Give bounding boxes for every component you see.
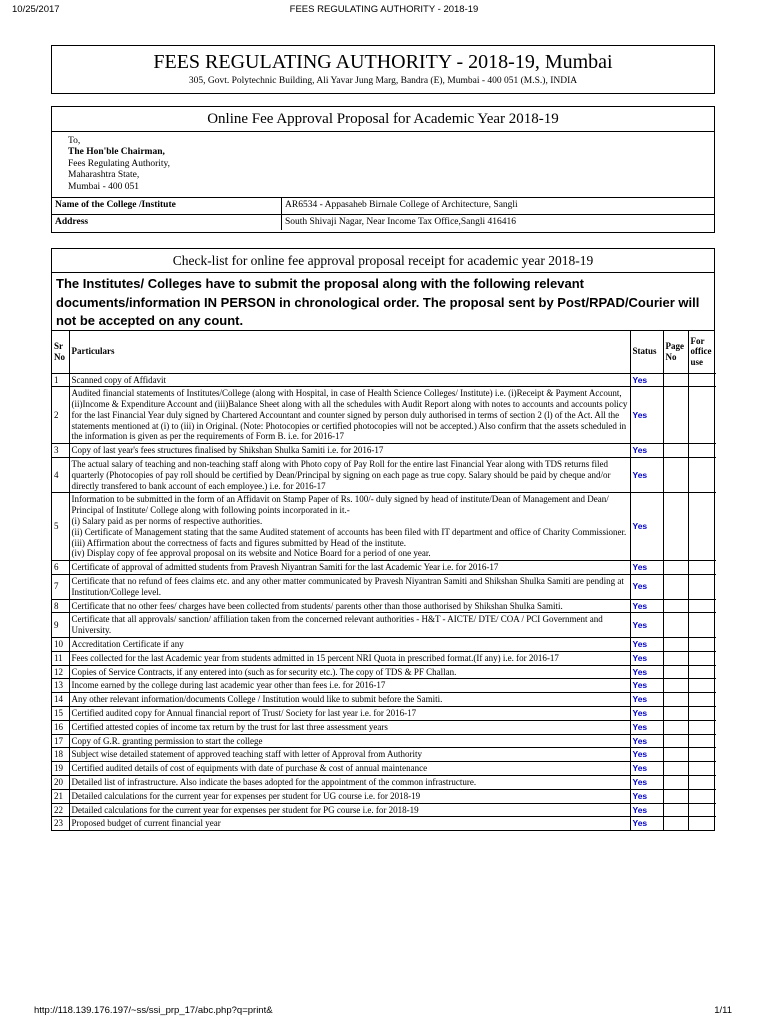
sr-no-cell: 5 bbox=[52, 493, 69, 561]
print-title: FEES REGULATING AUTHORITY - 2018-19 bbox=[289, 4, 479, 15]
sr-no-cell: 3 bbox=[52, 444, 69, 458]
particulars-cell: Certificate that no refund of fees claims etc. and any other matter communicated by Pravesh Niyantran Samiti and Shikshan Shulka Samiti are pending at Institution/College level. bbox=[69, 575, 630, 600]
office-use-cell bbox=[688, 679, 716, 693]
status-cell: Yes bbox=[630, 444, 663, 458]
particulars-cell: Detailed calculations for the current year for expenses per student for PG course i.e. for 2018-19 bbox=[69, 803, 630, 817]
office-use-cell bbox=[688, 373, 716, 387]
table-row bbox=[52, 493, 716, 561]
proposal-box bbox=[51, 106, 715, 233]
page-no-cell bbox=[663, 803, 688, 817]
office-use-cell bbox=[688, 638, 716, 652]
office-use-cell bbox=[688, 817, 716, 830]
sr-no-header: Sr No bbox=[52, 331, 69, 373]
office-use-cell bbox=[688, 720, 716, 734]
particulars-cell: Copies of Service Contracts, if any entered into (such as for security etc.). The copy of TDS & PF Challan. bbox=[69, 665, 630, 679]
status-cell: Yes bbox=[630, 613, 663, 638]
checklist-title: Check-list for online fee approval proposal receipt for academic year 2018-19 bbox=[52, 249, 714, 273]
office-use-cell bbox=[688, 789, 716, 803]
table-row bbox=[52, 613, 716, 638]
sr-no-cell: 17 bbox=[52, 734, 69, 748]
sr-no-cell: 12 bbox=[52, 665, 69, 679]
page-no-cell bbox=[663, 575, 688, 600]
checklist-box bbox=[51, 248, 715, 831]
status-cell: Yes bbox=[630, 387, 663, 444]
college-name-label: Name of the College /Institute bbox=[52, 198, 282, 214]
office-use-cell bbox=[688, 748, 716, 762]
office-use-cell bbox=[688, 803, 716, 817]
table-row bbox=[52, 679, 716, 693]
college-name-row bbox=[52, 198, 714, 214]
page-no-cell bbox=[663, 638, 688, 652]
status-cell: Yes bbox=[630, 651, 663, 665]
sr-no-cell: 10 bbox=[52, 638, 69, 652]
sr-no-cell: 11 bbox=[52, 651, 69, 665]
particulars-cell: Copy of G.R. granting permission to start the college bbox=[69, 734, 630, 748]
sr-no-cell: 8 bbox=[52, 599, 69, 613]
table-row bbox=[52, 599, 716, 613]
status-cell: Yes bbox=[630, 748, 663, 762]
sr-no-cell: 18 bbox=[52, 748, 69, 762]
print-date: 10/25/2017 bbox=[12, 4, 60, 15]
particulars-cell: Fees collected for the last Academic year from students admitted in 15 percent NRI Quota in prescribed format.(If any) i.e. for 2016-17 bbox=[69, 651, 630, 665]
status-cell: Yes bbox=[630, 789, 663, 803]
status-cell: Yes bbox=[630, 458, 663, 493]
page-no-cell bbox=[663, 444, 688, 458]
particulars-cell: Scanned copy of Affidavit bbox=[69, 373, 630, 387]
sr-no-cell: 13 bbox=[52, 679, 69, 693]
office-use-header: For office use bbox=[688, 331, 716, 373]
particulars-cell: Information to be submitted in the form of an Affidavit on Stamp Paper of Rs. 100/- duly signed by head of institute/Dean of Management and Dean/ Principal of Institute/ College along with following points incorporated in it.- (i) Salary paid as per norms of respective authorities. (ii) Certificate of Management stating that the same Audited statement of accounts has been filed with IT department and office of Charity Commissioner. (iii) Affirmation about the correctness of facts and figures submitted by Head of the institute. (iv) Display copy of fee approval proposal on its website and Notice Board for a period of one year. bbox=[69, 493, 630, 561]
table-row bbox=[52, 720, 716, 734]
status-cell: Yes bbox=[630, 638, 663, 652]
status-cell: Yes bbox=[630, 817, 663, 830]
table-row bbox=[52, 638, 716, 652]
table-row bbox=[52, 665, 716, 679]
table-row bbox=[52, 707, 716, 721]
particulars-cell: Income earned by the college during last academic year other than fees i.e. for 2016-17 bbox=[69, 679, 630, 693]
page-no-cell bbox=[663, 679, 688, 693]
status-cell: Yes bbox=[630, 693, 663, 707]
table-row bbox=[52, 762, 716, 776]
college-address-label: Address bbox=[52, 215, 282, 230]
particulars-cell: Detailed list of infrastructure. Also indicate the bases adopted for the appointment of the common infrastructure. bbox=[69, 776, 630, 790]
sr-no-cell: 4 bbox=[52, 458, 69, 493]
table-row bbox=[52, 776, 716, 790]
addressee-block bbox=[52, 132, 714, 198]
particulars-cell: Any other relevant information/documents College / Institution would like to submit before the Samiti. bbox=[69, 693, 630, 707]
particulars-cell: Proposed budget of current financial year bbox=[69, 817, 630, 830]
status-header: Status bbox=[630, 331, 663, 373]
page-no-cell bbox=[663, 387, 688, 444]
table-row bbox=[52, 734, 716, 748]
status-cell: Yes bbox=[630, 707, 663, 721]
authority-banner bbox=[51, 45, 715, 94]
checklist-table bbox=[52, 331, 716, 830]
status-cell: Yes bbox=[630, 679, 663, 693]
checklist-header-row bbox=[52, 331, 716, 373]
office-use-cell bbox=[688, 693, 716, 707]
page-no-cell bbox=[663, 720, 688, 734]
office-use-cell bbox=[688, 493, 716, 561]
table-row bbox=[52, 693, 716, 707]
table-row bbox=[52, 817, 716, 830]
page-no-cell bbox=[663, 789, 688, 803]
page-no-cell bbox=[663, 817, 688, 830]
status-cell: Yes bbox=[630, 720, 663, 734]
particulars-cell: Audited financial statements of Institutes/College (along with Hospital, in case of Health Science Colleges/ Institute) i.e. (i)Receipt & Payment Account, (ii)Income & Expenditure Account and (iii)Balance Sheet along with all the schedules with Audit Report along with notes to accounts and accounts policy for the last Financial Year duly signed by Chartered Accountant and counter signed by person duly authorised in terms of section 2 (l) of the Act. All the statements mentioned at (i) to (iii) in Original. (Note: Photocopies or certified photocopies will not be accepted.) Also confirm that the assets scheduled in the information is given as per the requirements of Form B. i.e. for 2016-17 bbox=[69, 387, 630, 444]
status-cell: Yes bbox=[630, 665, 663, 679]
page-no-cell bbox=[663, 373, 688, 387]
status-cell: Yes bbox=[630, 734, 663, 748]
addressee-line: Maharashtra State, bbox=[68, 170, 140, 181]
print-url: http://118.139.176.197/~ss/ssi_prp_17/abc.php?q=print& bbox=[34, 1005, 273, 1016]
sr-no-cell: 20 bbox=[52, 776, 69, 790]
sr-no-cell: 19 bbox=[52, 762, 69, 776]
table-row bbox=[52, 803, 716, 817]
table-row bbox=[52, 458, 716, 493]
table-row bbox=[52, 575, 716, 600]
print-footer bbox=[12, 1005, 756, 1019]
page-no-cell bbox=[663, 762, 688, 776]
sr-no-cell: 22 bbox=[52, 803, 69, 817]
authority-title: FEES REGULATING AUTHORITY - 2018-19, Mumbai bbox=[153, 51, 613, 73]
table-row bbox=[52, 789, 716, 803]
office-use-cell bbox=[688, 599, 716, 613]
college-address-value: South Shivaji Nagar, Near Income Tax Office,Sangli 416416 bbox=[285, 217, 517, 227]
addressee-line: To, bbox=[68, 136, 81, 146]
addressee-line: Mumbai - 400 051 bbox=[68, 181, 139, 192]
office-use-cell bbox=[688, 444, 716, 458]
office-use-cell bbox=[688, 665, 716, 679]
addressee-line: Fees Regulating Authority, bbox=[68, 158, 171, 169]
table-row bbox=[52, 444, 716, 458]
sr-no-cell: 2 bbox=[52, 387, 69, 444]
page-no-cell bbox=[663, 651, 688, 665]
sr-no-cell: 21 bbox=[52, 789, 69, 803]
addressee-line: The Hon'ble Chairman, bbox=[68, 147, 165, 158]
particulars-cell: Certified audited copy for Annual financial report of Trust/ Society for last year i.e. for 2016-17 bbox=[69, 707, 630, 721]
office-use-cell bbox=[688, 613, 716, 638]
particulars-header: Particulars bbox=[69, 331, 630, 373]
sr-no-cell: 7 bbox=[52, 575, 69, 600]
particulars-cell: Certificate that all approvals/ sanction/ affiliation taken from the concerned relevant authorities - H&T - AICTE/ DTE/ COA / PCI Government and University. bbox=[69, 613, 630, 638]
particulars-cell: Accreditation Certificate if any bbox=[69, 638, 630, 652]
office-use-cell bbox=[688, 561, 716, 575]
page-no-header: Page No bbox=[663, 331, 688, 373]
page-no-cell bbox=[663, 493, 688, 561]
page-no-cell bbox=[663, 665, 688, 679]
office-use-cell bbox=[688, 651, 716, 665]
status-cell: Yes bbox=[630, 776, 663, 790]
page-no-cell bbox=[663, 458, 688, 493]
status-cell: Yes bbox=[630, 762, 663, 776]
status-cell: Yes bbox=[630, 561, 663, 575]
status-cell: Yes bbox=[630, 493, 663, 561]
status-cell: Yes bbox=[630, 373, 663, 387]
print-header bbox=[12, 4, 756, 18]
sr-no-cell: 23 bbox=[52, 817, 69, 830]
page-no-cell bbox=[663, 561, 688, 575]
table-row bbox=[52, 373, 716, 387]
page-no-cell bbox=[663, 776, 688, 790]
particulars-cell: The actual salary of teaching and non-teaching staff along with Photo copy of Pay Roll for the entire last Financial Year along with TDS returns filed quarterly (Photocopies of pay roll should be certified by Dean/Principal by signing on each page as true copy. Salary should be paid by cheque and/or directly transfered to bank account of each employee.) i.e. for 2016-17 bbox=[69, 458, 630, 493]
particulars-cell: Certificate that no other fees/ charges have been collected from students/ parents other than those authorised by Shikshan Shulka Samiti. bbox=[69, 599, 630, 613]
page-no-cell bbox=[663, 693, 688, 707]
sr-no-cell: 16 bbox=[52, 720, 69, 734]
sr-no-cell: 15 bbox=[52, 707, 69, 721]
print-page-number: 1/11 bbox=[714, 1005, 732, 1016]
office-use-cell bbox=[688, 575, 716, 600]
office-use-cell bbox=[688, 707, 716, 721]
page-no-cell bbox=[663, 748, 688, 762]
college-name-value: AR6534 - Appasaheb Birnale College of Architecture, Sangli bbox=[285, 200, 518, 210]
sr-no-cell: 1 bbox=[52, 373, 69, 387]
particulars-cell: Detailed calculations for the current year for expenses per student for UG course i.e. for 2018-19 bbox=[69, 789, 630, 803]
sr-no-cell: 9 bbox=[52, 613, 69, 638]
particulars-cell: Certificate of approval of admitted students from Pravesh Niyantran Samiti for the last Academic Year i.e. for 2016-17 bbox=[69, 561, 630, 575]
authority-address: 305, Govt. Polytechnic Building, Ali Yavar Jung Marg, Bandra (E), Mumbai - 400 051 (M.S.), INDIA bbox=[188, 76, 578, 86]
office-use-cell bbox=[688, 762, 716, 776]
page-no-cell bbox=[663, 613, 688, 638]
sr-no-cell: 14 bbox=[52, 693, 69, 707]
status-cell: Yes bbox=[630, 575, 663, 600]
page-no-cell bbox=[663, 599, 688, 613]
office-use-cell bbox=[688, 776, 716, 790]
table-row bbox=[52, 387, 716, 444]
proposal-title: Online Fee Approval Proposal for Academic Year 2018-19 bbox=[52, 107, 714, 132]
status-cell: Yes bbox=[630, 803, 663, 817]
particulars-cell: Certified audited details of cost of equipments with date of purchase & cost of annual maintenance bbox=[69, 762, 630, 776]
table-row bbox=[52, 651, 716, 665]
table-row bbox=[52, 561, 716, 575]
status-cell: Yes bbox=[630, 599, 663, 613]
table-row bbox=[52, 748, 716, 762]
office-use-cell bbox=[688, 387, 716, 444]
page-no-cell bbox=[663, 734, 688, 748]
sr-no-cell: 6 bbox=[52, 561, 69, 575]
particulars-cell: Subject wise detailed statement of approved teaching staff with letter of Approval from Authority bbox=[69, 748, 630, 762]
office-use-cell bbox=[688, 734, 716, 748]
checklist-note: The Institutes/ Colleges have to submit the proposal along with the following relevant documents/information IN PERSON in chronological order. The proposal sent by Post/RPAD/Courier will not be accepted on any count. bbox=[52, 273, 714, 331]
particulars-cell: Certified attested copies of income tax return by the trust for last three assessment years bbox=[69, 720, 630, 734]
college-address-row bbox=[52, 214, 714, 230]
particulars-cell: Copy of last year's fees structures finalised by Shikshan Shulka Samiti i.e. for 2016-17 bbox=[69, 444, 630, 458]
page-no-cell bbox=[663, 707, 688, 721]
office-use-cell bbox=[688, 458, 716, 493]
